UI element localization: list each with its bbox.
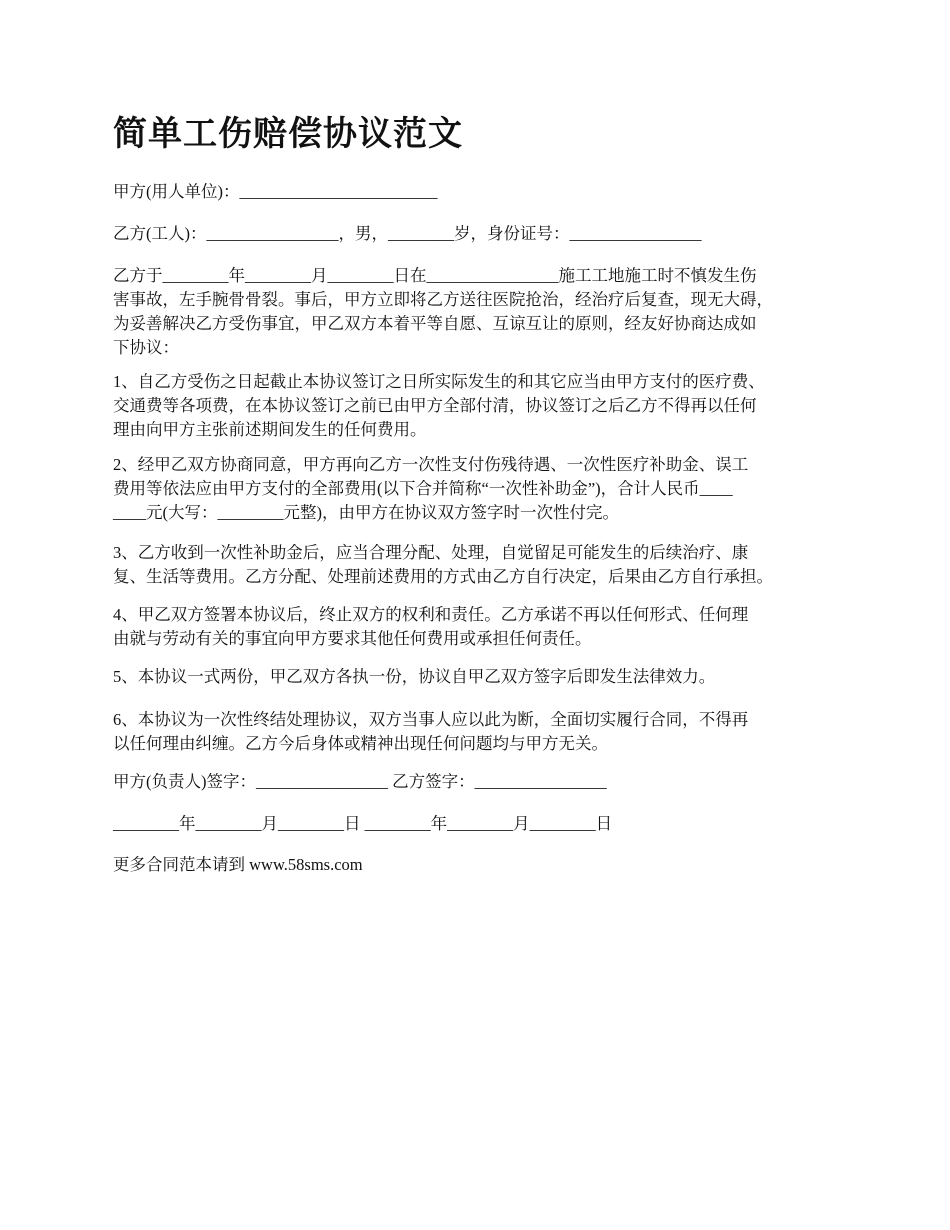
clause-line: 1、自乙方受伤之日起截止本协议签订之日所实际发生的和其它应当由甲方支付的医疗费、 <box>113 372 765 391</box>
date-line <box>113 812 858 836</box>
signature-text: 甲方(负责人)签字：________________ 乙方签字：________________ <box>113 772 607 791</box>
document-title: 简单工伤赔偿协议范文 <box>113 116 463 153</box>
clause-line: 复、生活等费用。乙方分配、处理前述费用的方式由乙方自行决定，后果由乙方自行承担。 <box>113 567 773 586</box>
clause-line: ____元(大写：________元整)，由甲方在协议双方签字时一次性付完。 <box>113 503 619 522</box>
clause-line: 5、本协议一式两份，甲乙双方各执一份，协议自甲乙双方签字后即发生法律效力。 <box>113 667 716 686</box>
clause-line: 3、乙方收到一次性补助金后，应当合理分配、处理，自觉留足可能发生的后续治疗、康 <box>113 543 749 562</box>
clause-5 <box>113 665 858 689</box>
clause-line: 4、甲乙双方签署本协议后，终止双方的权利和责任。乙方承诺不再以任何形式、任何理 <box>113 605 749 624</box>
party-b-line: 乙方(工人)：________________，男，________岁，身份证号：________________ <box>113 224 702 243</box>
clause-3 <box>113 541 858 589</box>
clause-line: 理由向甲方主张前述期间发生的任何费用。 <box>113 420 427 439</box>
intro-paragraph <box>113 264 858 360</box>
date-text: ________年________月________日 ________年________月________日 <box>113 814 613 833</box>
footer-note <box>113 853 858 877</box>
clause-line: 以任何理由纠缠。乙方今后身体或精神出现任何问题均与甲方无关。 <box>113 734 608 753</box>
clause-6 <box>113 708 858 756</box>
clause-4 <box>113 603 858 651</box>
clause-line: 6、本协议为一次性终结处理协议，双方当事人应以此为断，全面切实履行合同，不得再 <box>113 710 749 729</box>
intro-line: 害事故，左手腕骨骨裂。事后，甲方立即将乙方送往医院抢治，经治疗后复查，现无大碍， <box>113 290 773 309</box>
clause-line: 2、经甲乙双方协商同意，甲方再向乙方一次性支付伤残待遇、一次性医疗补助金、误工 <box>113 455 749 474</box>
clause-line: 由就与劳动有关的事宜向甲方要求其他任何费用或承担任何责任。 <box>113 629 592 648</box>
intro-line: 为妥善解决乙方受伤事宜，甲乙双方本着平等自愿、互谅互让的原则，经友好协商达成如 <box>113 314 757 333</box>
footer-text: 更多合同范本请到 www.58sms.com <box>113 855 363 874</box>
party-b-field <box>113 222 858 246</box>
clause-2 <box>113 453 858 525</box>
clause-line: 交通费等各项费，在本协议签订之前已由甲方全部付清，协议签订之后乙方不得再以任何 <box>113 396 757 415</box>
signature-line <box>113 770 858 794</box>
party-a-line: 甲方(用人单位)：________________________ <box>113 182 438 201</box>
clause-line: 费用等依法应由甲方支付的全部费用(以下合并简称“一次性补助金”)，合计人民币____ <box>113 479 733 498</box>
intro-line: 乙方于________年________月________日在________________施工工地施工时不慎发生伤 <box>113 266 757 285</box>
intro-line: 下协议： <box>113 338 179 357</box>
party-a-field <box>113 180 858 204</box>
clause-1 <box>113 370 858 442</box>
